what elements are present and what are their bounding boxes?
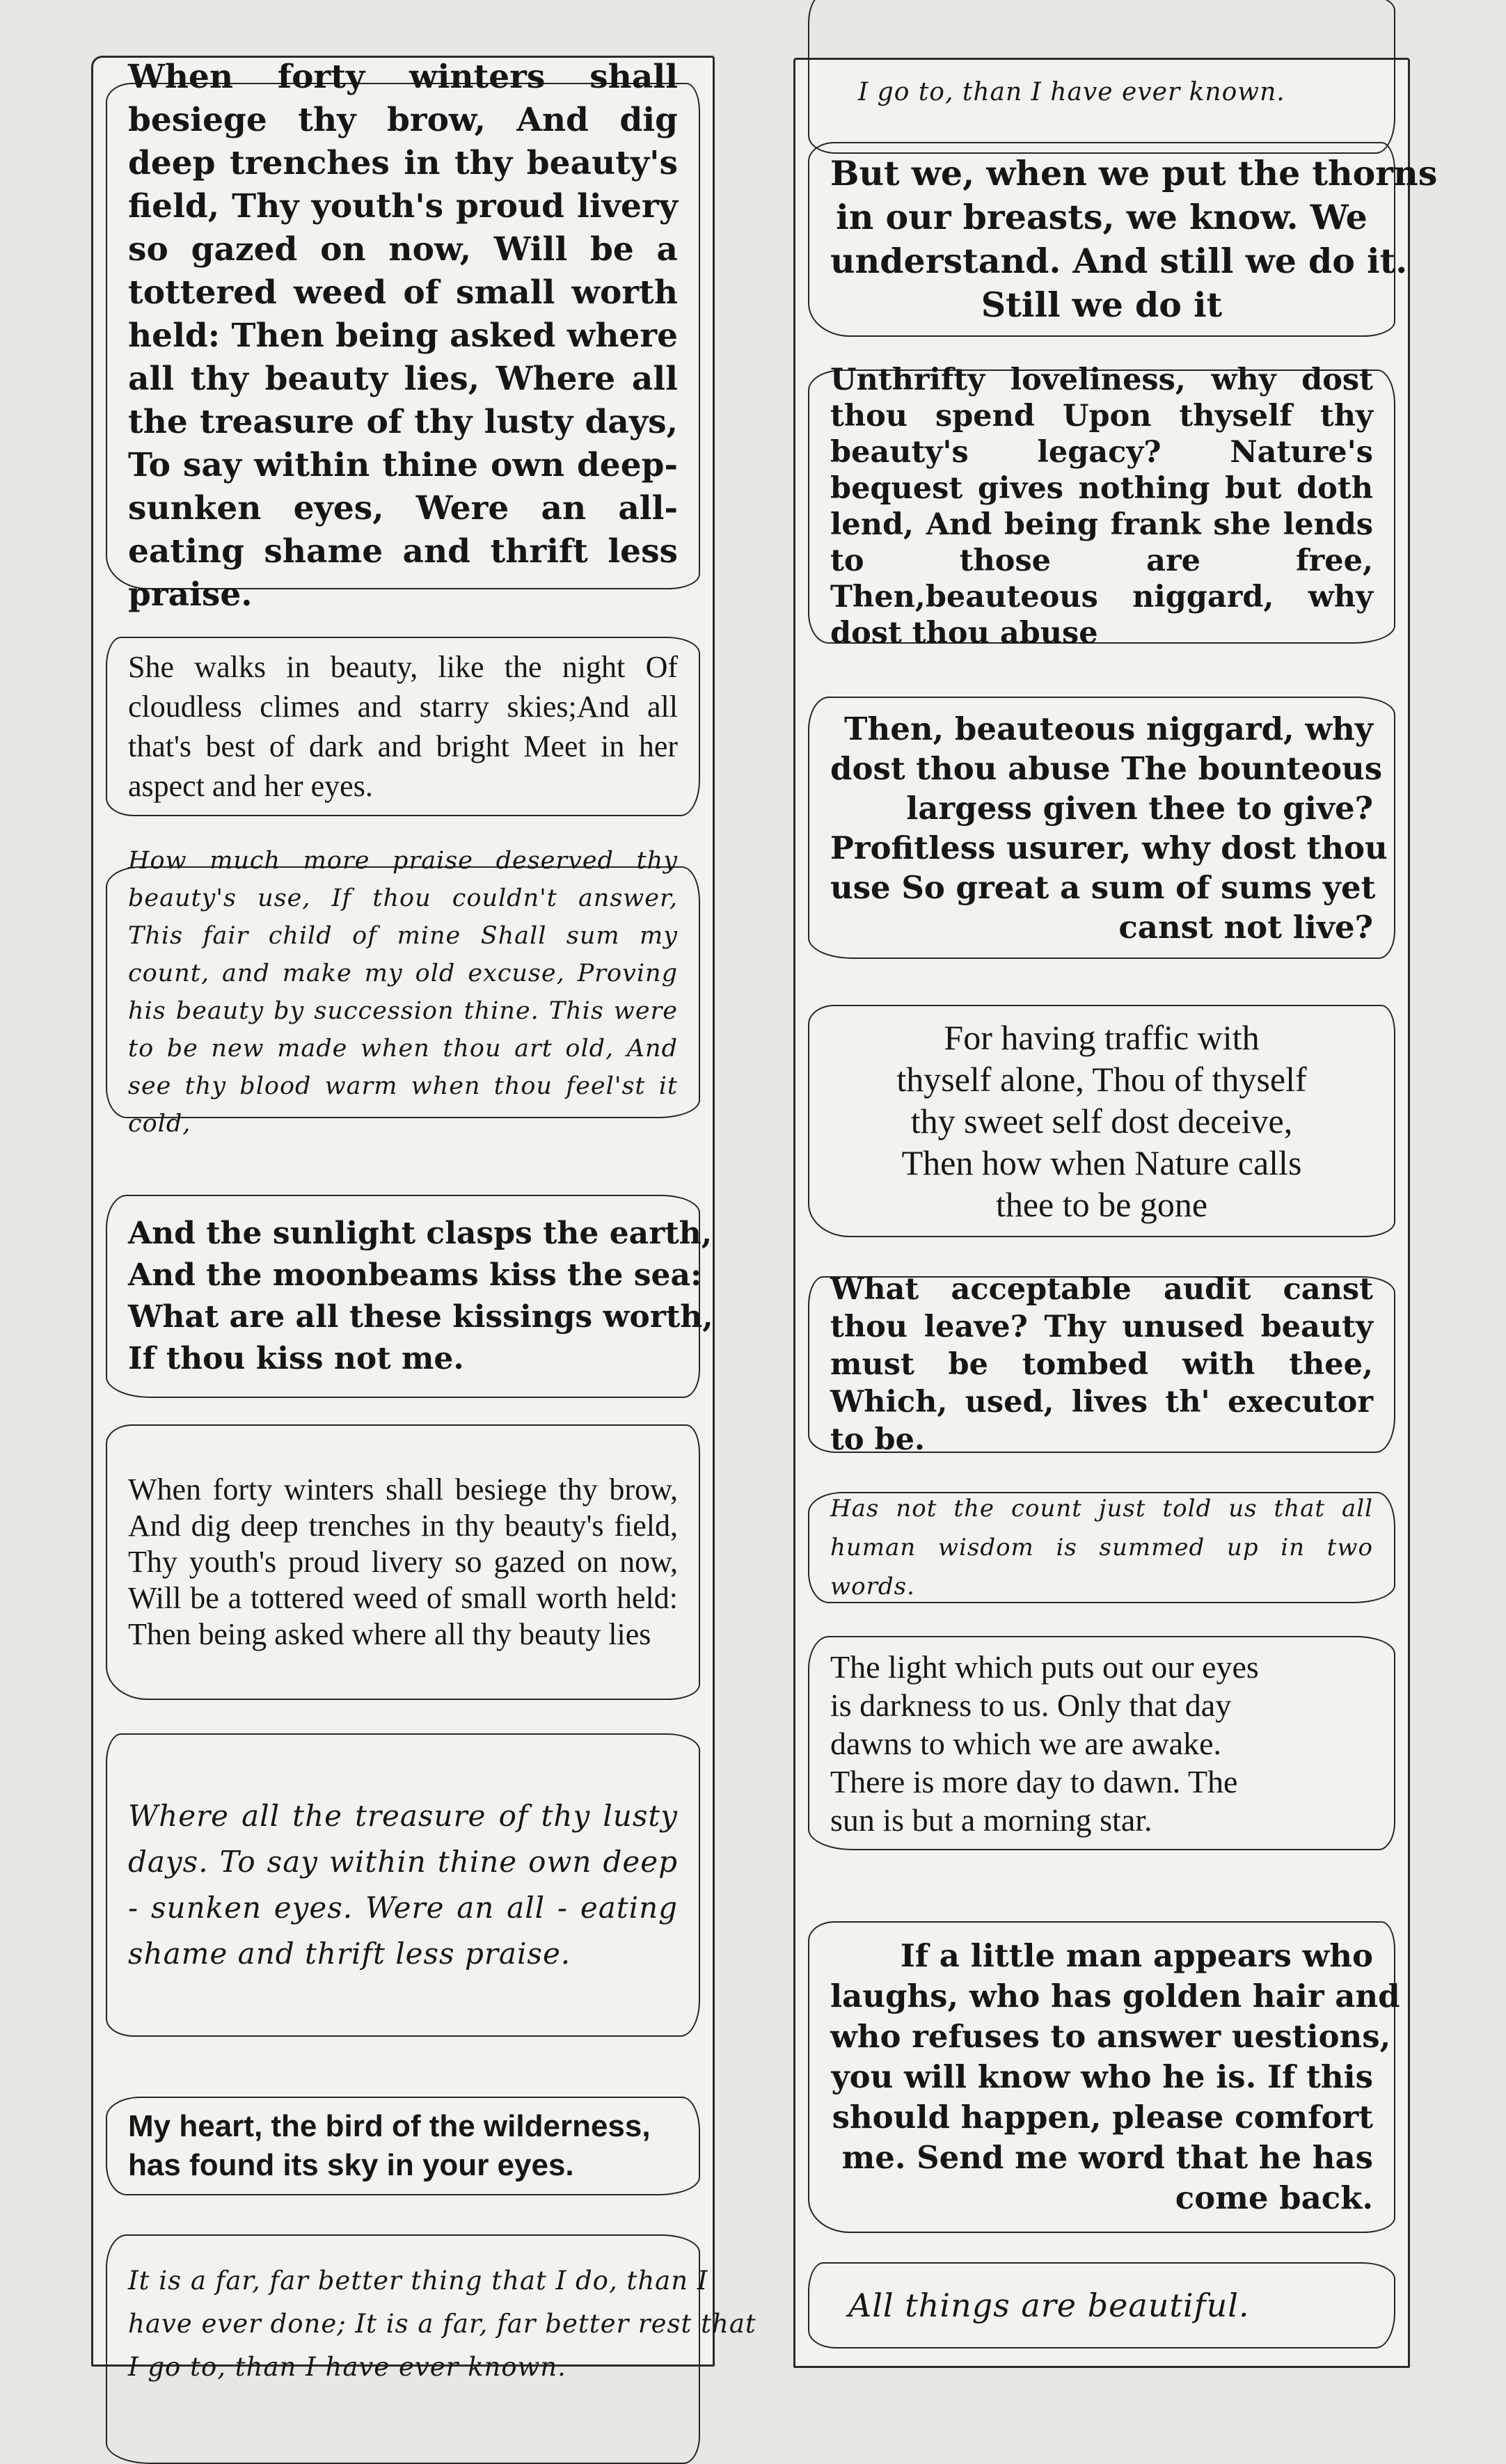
quote-little-man xyxy=(808,1921,1400,2233)
quote-text: Where all the treasure of thy lusty days. To say within thine own deep - sunken eyes. Were an all - eating shame and thrift less praise. xyxy=(128,1799,678,1971)
quote-text: If a little man appears who laughs, who has golden hair and who refuses to answer uestions, you will know who he is. If this should happen, please comfort me. Send me word that he has come back. xyxy=(830,1937,1400,2216)
left-sticker-sheet-panel xyxy=(91,56,756,2382)
quote-unthrifty-loveliness xyxy=(808,363,1395,651)
quote-text: All things are beautiful. xyxy=(848,2287,1250,2324)
quote-traffic-with-thyself xyxy=(808,1005,1395,1237)
quote-sonnet2-serif xyxy=(106,1424,700,1700)
quote-text: The light which puts out our eyes is darkness to us. Only that day dawns to which we are awake. There is more day to dawn. The sun is but a morning star. xyxy=(830,1648,1259,1838)
quote-thorns-in-breasts xyxy=(808,142,1438,337)
quote-text: But we, when we put the thorns in our breasts, we know. We understand. And still we do it. Still we do it xyxy=(830,153,1438,325)
quote-sonnet2-full-deco xyxy=(106,58,700,614)
quote-all-things-beautiful xyxy=(808,2262,1395,2348)
quote-she-walks-in-beauty xyxy=(106,637,700,816)
quote-text: And the sunlight clasps the earth, And the moonbeams kiss the sea: What are all these kissings worth, If thou kiss not me. xyxy=(128,1216,713,1376)
quote-acceptable-audit xyxy=(808,1272,1395,1457)
quote-text: I go to, than I have ever known. xyxy=(858,78,1285,106)
quote-far-better-continuation xyxy=(808,0,1395,154)
quote-text: When forty winters shall besiege thy brow, And dig deep trenches in thy beauty's field, Thy youth's proud livery so gazed on now, Will be a tottered weed of small worth held: Then being asked where all thy beauty lies, Where all the treasure of thy lusty days, To say within thine own deep- sunken eyes, Were an all-eating shame and thrift less praise. xyxy=(128,58,678,614)
quote-far-far-better-script xyxy=(106,2234,756,2464)
right-sticker-sheet-panel xyxy=(793,58,1438,2368)
quote-light-puts-out-eyes xyxy=(808,1636,1395,1850)
quote-text: When forty winters shall besiege thy brow, And dig deep trenches in thy beauty's field, Thy youth's proud livery so gazed on now, Will be a tottered weed of small worth held: Then being asked where all thy beauty lies xyxy=(128,1472,678,1651)
quote-sonnet2-script xyxy=(106,847,700,1138)
quote-treasure-script xyxy=(106,1733,700,2037)
quote-heart-bird-wilderness xyxy=(106,2097,700,2195)
quote-text: It is a far, far better thing that I do, than I have ever done; It is a far, far better rest that I go to, than I have ever known. xyxy=(128,2266,756,2382)
quote-text: Unthrifty loveliness, why dost thou spend Upon thyself thy beauty's legacy? Nature's bequest gives nothing but doth lend, And being frank she lends to those are free, Then,beauteous niggard, why dost thou abuse xyxy=(830,363,1373,651)
quote-text: Has not the count just told us that all human wisdom is summed up in two words. xyxy=(830,1495,1373,1600)
quote-human-wisdom-script xyxy=(808,1492,1395,1603)
quote-text: What acceptable audit canst thou leave? Thy unused beauty must be tombed with thee, Which, used, lives th' executor to be. xyxy=(830,1272,1373,1457)
quote-text: How much more praise deserved thy beauty's use, If thou couldn't answer, This fair child of mine Shall sum my count, and make my old excuse, Proving his beauty by succession thine. This were to be new made when thou art old, And see thy blood warm when thou feel'st it cold, xyxy=(128,847,678,1138)
quote-text: My heart, the bird of the wilderness, has found its sky in your eyes. xyxy=(128,2109,651,2182)
quote-beauteous-niggard xyxy=(808,697,1395,959)
quote-sunlight-clasps-earth xyxy=(106,1195,713,1398)
quote-text: For having traffic with thyself alone, Thou of thyself thy sweet self dost deceive, Then how when Nature calls thee to be gone xyxy=(896,1018,1307,1224)
quote-text: She walks in beauty, like the night Of cloudless climes and starry skies;And all that's best of dark and bright Meet in her aspect and her eyes. xyxy=(128,650,678,803)
quote-text: Then, beauteous niggard, why dost thou abuse The bounteous largess given thee to give? Profitless usurer, why dost thou use So great a sum of sums yet canst not live? xyxy=(830,710,1388,946)
